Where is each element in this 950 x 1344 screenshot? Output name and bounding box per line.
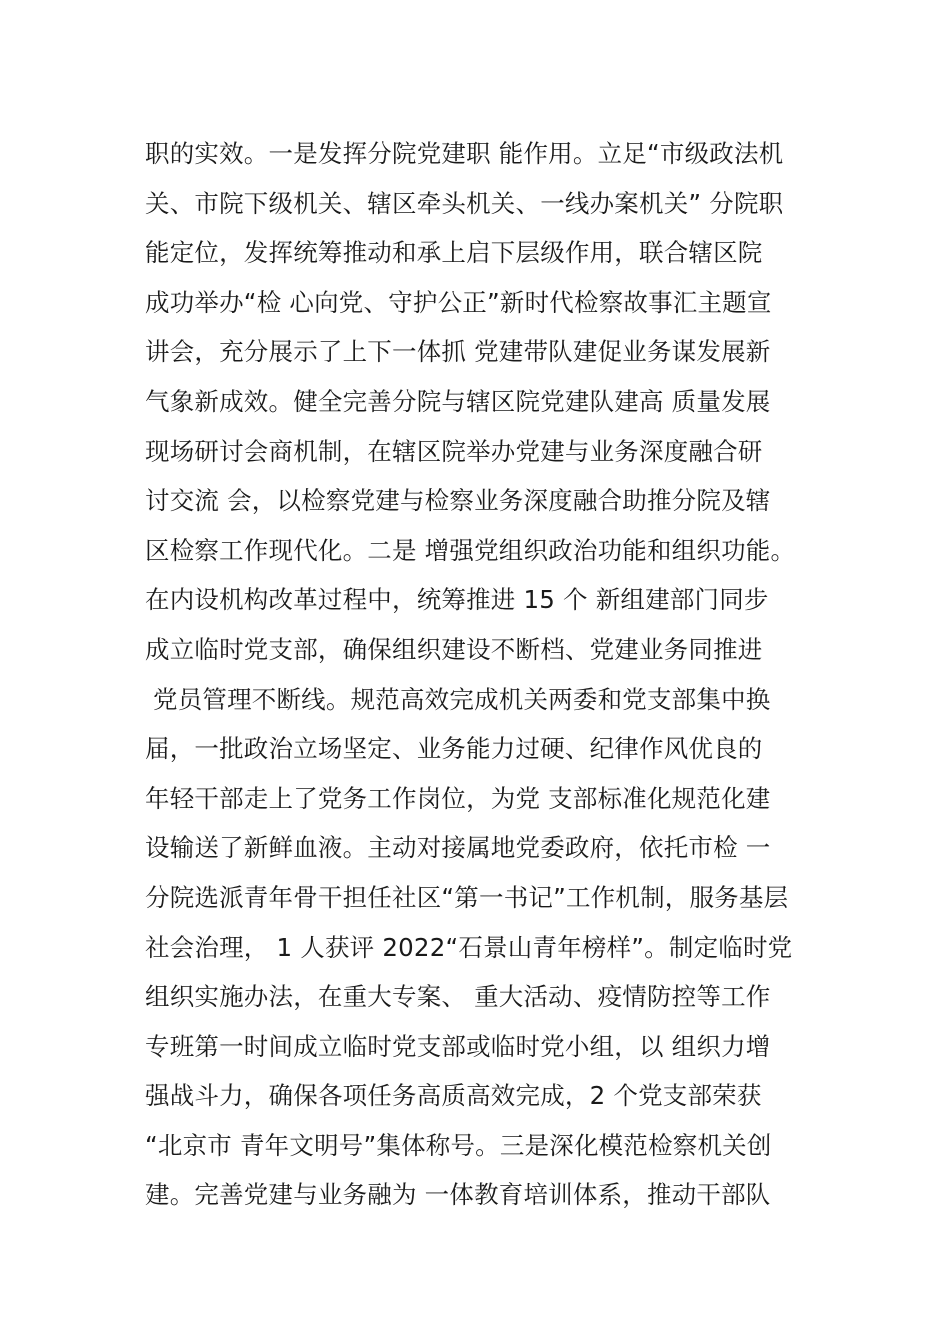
text-line: 讲会，充分展示了上下一体抓 党建带队建促业务谋发展新 (145, 337, 771, 367)
text-line: 届，一批政治立场坚定、业务能力过硬、纪律作风优良的 (145, 734, 763, 764)
body-text (145, 134, 845, 1225)
text-line: 年轻干部走上了党务工作岗位，为党 支部标准化规范化建 (145, 783, 771, 813)
text-line: 现场研讨会商机制，在辖区院举办党建与业务深度融合研 (145, 436, 763, 466)
text-line: 专班第一时间成立临时党支部或临时党小组，以 组织力增 (145, 1031, 771, 1061)
text-line: 强战斗力，确保各项任务高质高效完成，2 个党支部荣获 (145, 1081, 762, 1111)
text-line: 党员管理不断线。规范高效完成机关两委和党支部集中换 (145, 684, 771, 714)
text-line: 设输送了新鲜血液。主动对接属地党委政府，依托市检 一 (145, 833, 771, 863)
text-line: 能定位，发挥统筹推动和承上启下层级作用，联合辖区院 (145, 238, 763, 268)
text-line: 关、市院下级机关、辖区牵头机关、一线办案机关” 分院职 (145, 188, 784, 218)
text-line: 成立临时党支部，确保组织建设不断档、党建业务同推进 (145, 634, 763, 664)
text-line: 区检察工作现代化。二是 增强党组织政治功能和组织功能。 (145, 535, 796, 565)
text-line: 职的实效。一是发挥分院党建职 能作用。立足“市级政法机 (145, 139, 784, 168)
text-line: 成功举办“检 心向党、守护公正”新时代检察故事汇主题宣 (145, 287, 772, 317)
text-line: 讨交流 会，以检察党建与检察业务深度融合助推分院及辖 (145, 486, 771, 516)
text-line: 分院选派青年骨干担任社区“第一书记”工作机制，服务基层 (145, 882, 789, 912)
text-line: 建。完善党建与业务融为 一体教育培训体系，推动干部队 (145, 1180, 771, 1210)
text-line: 社会治理， 1 人获评 2022“石景山青年榜样”。制定临时党 (145, 932, 793, 962)
text-line: 组织实施办法，在重大专案、 重大活动、疫情防控等工作 (145, 982, 771, 1012)
text-line: 气象新成效。健全完善分院与辖区院党建队建高 质量发展 (145, 386, 771, 416)
text-line: 在内设机构改革过程中，统筹推进 15 个 新组建部门同步 (145, 585, 769, 615)
text-line: “北京市 青年文明号”集体称号。三是深化模范检察机关创 (145, 1130, 772, 1160)
